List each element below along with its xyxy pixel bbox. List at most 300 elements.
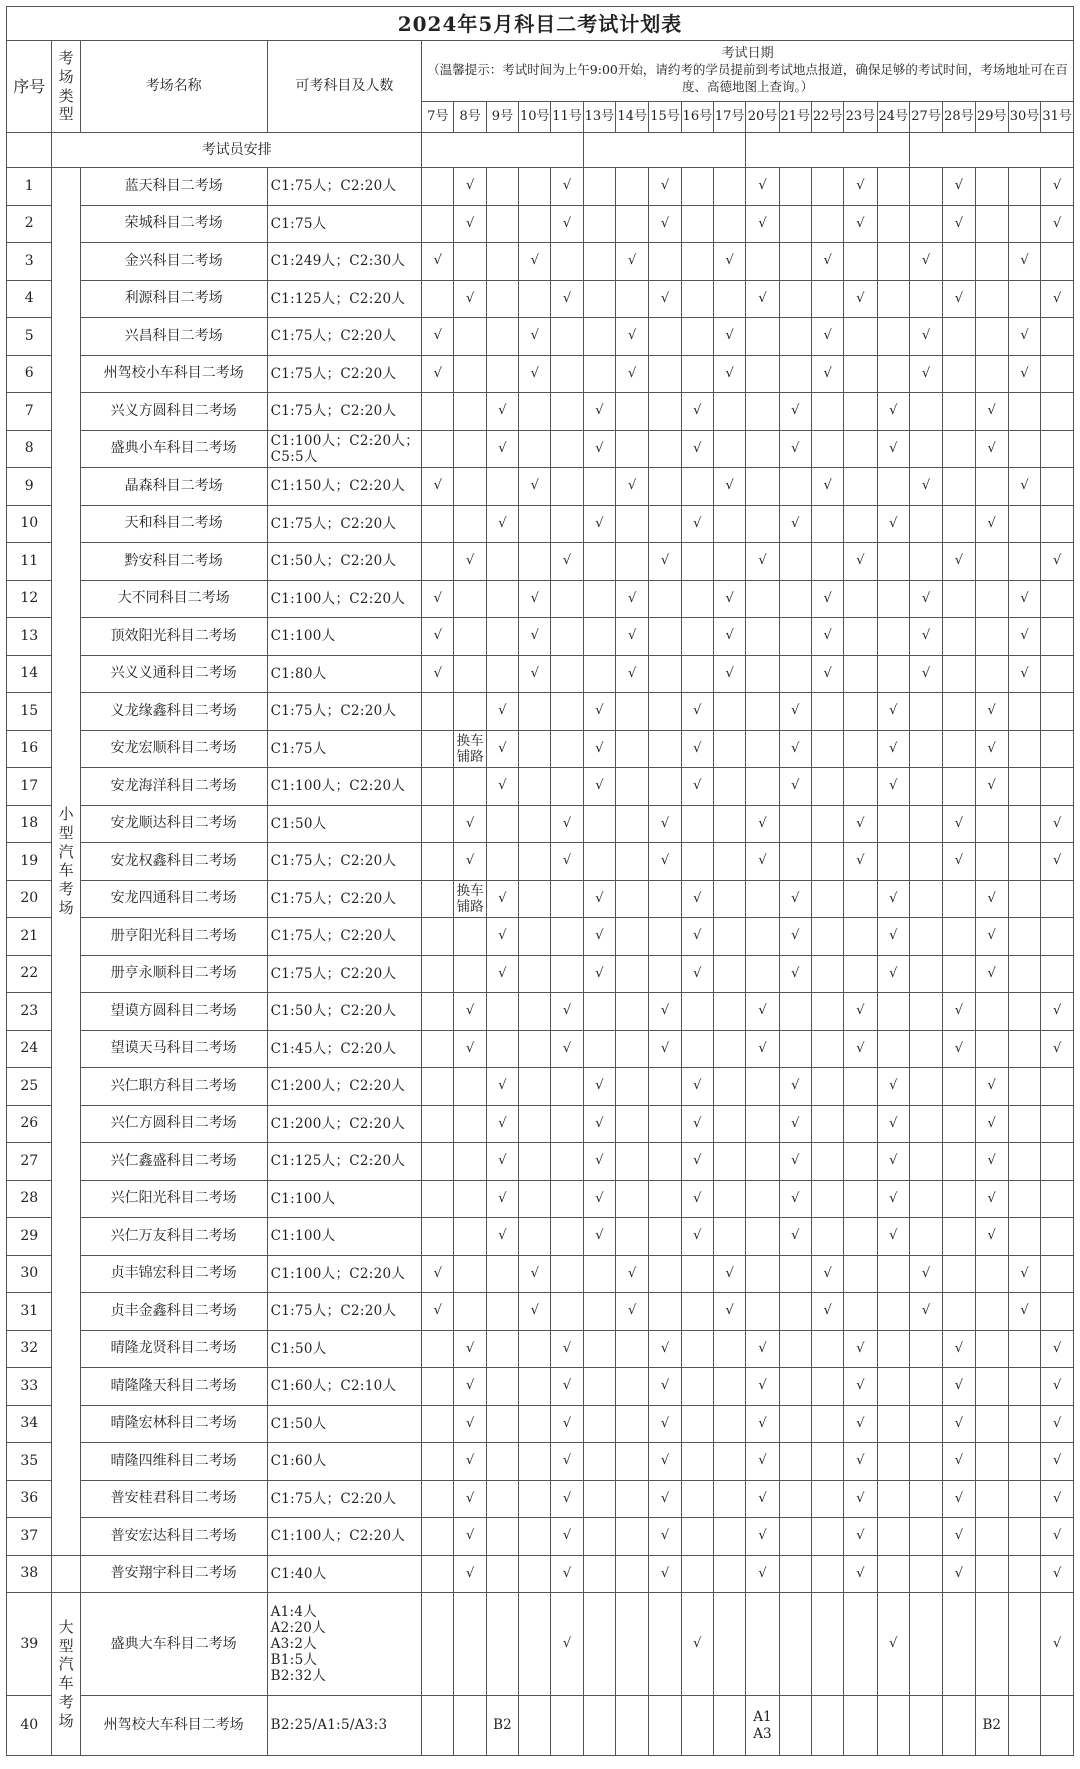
schedule-empty (1008, 543, 1040, 581)
schedule-check: √ (681, 1218, 713, 1256)
table-row (7, 843, 1074, 881)
schedule-check: √ (943, 1518, 975, 1556)
schedule-check: √ (943, 1555, 975, 1593)
schedule-empty (844, 618, 877, 656)
venue-subjects: C1:75人；C2:20人 (267, 1480, 422, 1518)
schedule-empty (681, 805, 713, 843)
schedule-empty (649, 430, 681, 468)
schedule-empty (975, 993, 1008, 1031)
schedule-check: √ (681, 1143, 713, 1181)
schedule-empty (779, 805, 811, 843)
schedule-empty (811, 168, 843, 206)
schedule-empty (583, 1330, 615, 1368)
schedule-check: √ (713, 243, 745, 281)
row-seq: 6 (7, 355, 52, 393)
schedule-empty (1041, 918, 1074, 956)
schedule-empty (1041, 655, 1074, 693)
table-row (7, 655, 1074, 693)
schedule-check: √ (1008, 618, 1040, 656)
schedule-empty (844, 655, 877, 693)
schedule-empty (943, 1180, 975, 1218)
schedule-check: √ (943, 1405, 975, 1443)
schedule-empty (519, 393, 551, 431)
schedule-check: √ (681, 880, 713, 918)
row-seq: 11 (7, 543, 52, 581)
schedule-empty (454, 1593, 486, 1696)
row-seq: 3 (7, 243, 52, 281)
table-row (7, 1068, 1074, 1106)
venue-subjects: C1:200人；C2:20人 (267, 1068, 422, 1106)
schedule-check: √ (746, 1518, 779, 1556)
schedule-empty (779, 655, 811, 693)
schedule-empty (486, 580, 518, 618)
schedule-empty (943, 393, 975, 431)
venue-name: 义龙缘鑫科目二考场 (80, 693, 267, 731)
schedule-check: √ (975, 1143, 1008, 1181)
schedule-empty (454, 693, 486, 731)
schedule-empty (943, 918, 975, 956)
schedule-empty (844, 243, 877, 281)
schedule-check: √ (454, 280, 486, 318)
schedule-empty (681, 993, 713, 1031)
schedule-empty (681, 318, 713, 356)
date-header: 13号 (583, 102, 615, 133)
table-row (7, 468, 1074, 506)
schedule-empty (422, 1405, 454, 1443)
venue-name: 兴仁万友科目二考场 (80, 1218, 267, 1256)
schedule-empty (486, 1293, 518, 1331)
schedule-empty (422, 1368, 454, 1406)
schedule-empty (649, 955, 681, 993)
schedule-empty (583, 318, 615, 356)
schedule-check: √ (422, 1293, 454, 1331)
schedule-check: √ (746, 993, 779, 1031)
schedule-check: √ (1041, 805, 1074, 843)
table-row (7, 505, 1074, 543)
schedule-empty (844, 468, 877, 506)
schedule-empty (877, 843, 909, 881)
schedule-check: √ (616, 580, 649, 618)
table-row (7, 955, 1074, 993)
schedule-check: √ (1041, 168, 1074, 206)
schedule-check: √ (486, 955, 518, 993)
schedule-empty (909, 1518, 942, 1556)
schedule-check: √ (583, 430, 615, 468)
schedule-empty (713, 805, 745, 843)
date-header: 11号 (551, 102, 583, 133)
row-seq: 19 (7, 843, 52, 881)
venue-name: 晴隆龙贤科目二考场 (80, 1330, 267, 1368)
schedule-check: √ (975, 505, 1008, 543)
schedule-check: √ (877, 1218, 909, 1256)
schedule-empty (877, 1030, 909, 1068)
type-empty-cell (52, 1555, 80, 1593)
schedule-check: √ (746, 1480, 779, 1518)
schedule-check: √ (649, 843, 681, 881)
schedule-empty (844, 1068, 877, 1106)
venue-subjects: C1:249人；C2:30人 (267, 243, 422, 281)
schedule-empty (975, 1030, 1008, 1068)
venue-subjects: C1:60人；C2:10人 (267, 1368, 422, 1406)
venue-name: 黔安科目二考场 (80, 543, 267, 581)
schedule-check: √ (551, 993, 583, 1031)
table-row (7, 1443, 1074, 1481)
venue-name: 安龙宏顺科目二考场 (80, 730, 267, 768)
schedule-empty (486, 280, 518, 318)
schedule-check: √ (486, 880, 518, 918)
schedule-check: √ (877, 505, 909, 543)
schedule-check: √ (649, 805, 681, 843)
schedule-empty (746, 1105, 779, 1143)
schedule-empty (519, 1218, 551, 1256)
schedule-empty (877, 1480, 909, 1518)
schedule-empty (1041, 355, 1074, 393)
schedule-check: √ (713, 1255, 745, 1293)
schedule-empty (975, 655, 1008, 693)
schedule-empty (746, 1068, 779, 1106)
schedule-check: √ (746, 1405, 779, 1443)
venue-subjects: C1:50人 (267, 1405, 422, 1443)
row-seq: 35 (7, 1443, 52, 1481)
schedule-empty (616, 168, 649, 206)
schedule-empty (1041, 1180, 1074, 1218)
schedule-empty (1041, 393, 1074, 431)
schedule-empty (909, 1443, 942, 1481)
venue-name: 兴义方圆科目二考场 (80, 393, 267, 431)
schedule-check: √ (1041, 1518, 1074, 1556)
table-row (7, 1143, 1074, 1181)
schedule-check: √ (844, 168, 877, 206)
schedule-check: √ (1041, 1405, 1074, 1443)
schedule-check: √ (1041, 1555, 1074, 1593)
schedule-empty (746, 393, 779, 431)
table-row (7, 1255, 1074, 1293)
schedule-empty (713, 1330, 745, 1368)
schedule-check: √ (422, 243, 454, 281)
schedule-empty (1041, 318, 1074, 356)
schedule-empty (649, 1218, 681, 1256)
schedule-empty (1008, 1218, 1040, 1256)
schedule-empty (649, 1293, 681, 1331)
schedule-check: √ (975, 730, 1008, 768)
schedule-empty (616, 1480, 649, 1518)
venue-subjects: C1:40人 (267, 1555, 422, 1593)
schedule-check: √ (681, 393, 713, 431)
table-row (7, 543, 1074, 581)
schedule-empty (779, 1593, 811, 1696)
schedule-check: √ (649, 1518, 681, 1556)
schedule-empty (909, 1555, 942, 1593)
schedule-empty (975, 843, 1008, 881)
schedule-empty (681, 580, 713, 618)
header-exam-date (422, 41, 1074, 102)
schedule-empty (649, 1593, 681, 1696)
venue-name: 安龙海洋科目二考场 (80, 768, 267, 806)
schedule-empty (519, 1330, 551, 1368)
schedule-check: √ (649, 168, 681, 206)
schedule-code: B2 (975, 1696, 1008, 1756)
venue-name: 荣城科目二考场 (80, 205, 267, 243)
schedule-empty (616, 1696, 649, 1756)
schedule-empty (1008, 393, 1040, 431)
table-row (7, 880, 1074, 918)
schedule-empty (713, 1068, 745, 1106)
schedule-empty (779, 168, 811, 206)
schedule-empty (486, 1443, 518, 1481)
schedule-empty (844, 580, 877, 618)
schedule-empty (811, 1030, 843, 1068)
schedule-empty (454, 1255, 486, 1293)
schedule-empty (877, 580, 909, 618)
venue-name: 大不同科目二考场 (80, 580, 267, 618)
schedule-check: √ (746, 280, 779, 318)
schedule-empty (681, 655, 713, 693)
schedule-check: √ (746, 1030, 779, 1068)
schedule-check: √ (583, 955, 615, 993)
schedule-empty (422, 168, 454, 206)
schedule-empty (519, 1143, 551, 1181)
row-seq: 29 (7, 1218, 52, 1256)
schedule-empty (975, 1593, 1008, 1696)
schedule-empty (583, 468, 615, 506)
schedule-check: √ (746, 805, 779, 843)
schedule-empty (943, 730, 975, 768)
schedule-empty (422, 1180, 454, 1218)
table-row (7, 693, 1074, 731)
schedule-empty (943, 1696, 975, 1756)
schedule-check: √ (486, 430, 518, 468)
header-exam-date-label: 考试日期 (721, 46, 774, 62)
header-type (52, 41, 80, 133)
row-seq: 17 (7, 768, 52, 806)
schedule-check: √ (454, 843, 486, 881)
schedule-empty (975, 355, 1008, 393)
schedule-empty (454, 468, 486, 506)
venue-name: 州驾校小车科目二考场 (80, 355, 267, 393)
schedule-empty (909, 993, 942, 1031)
schedule-check: √ (422, 318, 454, 356)
schedule-empty (486, 243, 518, 281)
schedule-check: √ (616, 618, 649, 656)
date-header: 8号 (454, 102, 486, 133)
venue-name: 册亨阳光科目二考场 (80, 918, 267, 956)
schedule-empty (713, 768, 745, 806)
venue-name: 天和科目二考场 (80, 505, 267, 543)
schedule-check: √ (1041, 843, 1074, 881)
schedule-empty (1041, 505, 1074, 543)
schedule-check: √ (454, 1030, 486, 1068)
schedule-empty (1008, 993, 1040, 1031)
schedule-empty (649, 730, 681, 768)
examiner-cell (583, 133, 746, 168)
schedule-empty (1008, 1555, 1040, 1593)
schedule-check: √ (454, 805, 486, 843)
schedule-check: √ (551, 205, 583, 243)
schedule-empty (844, 880, 877, 918)
schedule-check: √ (486, 1180, 518, 1218)
schedule-empty (649, 318, 681, 356)
schedule-check: √ (551, 168, 583, 206)
schedule-empty (975, 318, 1008, 356)
schedule-empty (909, 1068, 942, 1106)
schedule-check: √ (681, 1593, 713, 1696)
schedule-empty (649, 505, 681, 543)
schedule-check: √ (746, 1555, 779, 1593)
schedule-empty (779, 243, 811, 281)
schedule-empty (811, 505, 843, 543)
schedule-empty (422, 955, 454, 993)
schedule-empty (1041, 1143, 1074, 1181)
schedule-empty (811, 1555, 843, 1593)
schedule-empty (616, 280, 649, 318)
schedule-empty (943, 1068, 975, 1106)
schedule-empty (486, 1405, 518, 1443)
schedule-empty (583, 993, 615, 1031)
row-seq: 14 (7, 655, 52, 693)
schedule-check: √ (616, 655, 649, 693)
table-row (7, 355, 1074, 393)
schedule-empty (1008, 280, 1040, 318)
schedule-empty (649, 393, 681, 431)
schedule-empty (583, 618, 615, 656)
schedule-check: √ (1008, 1293, 1040, 1331)
schedule-check: √ (844, 1030, 877, 1068)
schedule-empty (1041, 1696, 1074, 1756)
table-row (7, 918, 1074, 956)
schedule-empty (713, 880, 745, 918)
table-row (7, 205, 1074, 243)
schedule-check: √ (454, 205, 486, 243)
schedule-check: √ (909, 580, 942, 618)
schedule-check: √ (454, 1480, 486, 1518)
schedule-check: √ (943, 1480, 975, 1518)
schedule-empty (844, 1293, 877, 1331)
row-seq: 1 (7, 168, 52, 206)
schedule-check: √ (877, 880, 909, 918)
schedule-empty (975, 1518, 1008, 1556)
schedule-empty (943, 693, 975, 731)
schedule-empty (975, 468, 1008, 506)
schedule-empty (779, 1696, 811, 1756)
schedule-empty (486, 318, 518, 356)
venue-name: 望谟天马科目二考场 (80, 1030, 267, 1068)
schedule-empty (422, 1330, 454, 1368)
schedule-empty (583, 280, 615, 318)
schedule-empty (551, 430, 583, 468)
venue-name: 晶森科目二考场 (80, 468, 267, 506)
schedule-check: √ (1041, 993, 1074, 1031)
schedule-check: √ (877, 393, 909, 431)
table-row (7, 1030, 1074, 1068)
schedule-empty (519, 1180, 551, 1218)
date-header: 9号 (486, 102, 518, 133)
schedule-empty (551, 918, 583, 956)
schedule-empty (909, 1218, 942, 1256)
schedule-empty (422, 1443, 454, 1481)
schedule-check: √ (746, 543, 779, 581)
schedule-check: √ (1008, 1255, 1040, 1293)
schedule-empty (844, 1143, 877, 1181)
schedule-empty (877, 993, 909, 1031)
header-name: 考场名称 (80, 41, 267, 133)
table-row (7, 243, 1074, 281)
schedule-empty (616, 1368, 649, 1406)
schedule-empty (844, 730, 877, 768)
schedule-empty (454, 318, 486, 356)
schedule-check: √ (649, 543, 681, 581)
schedule-check: √ (844, 805, 877, 843)
schedule-empty (943, 655, 975, 693)
schedule-empty (681, 1330, 713, 1368)
schedule-empty (811, 805, 843, 843)
venue-subjects: C1:150人；C2:20人 (267, 468, 422, 506)
schedule-empty (422, 1030, 454, 1068)
schedule-check: √ (713, 618, 745, 656)
schedule-empty (681, 468, 713, 506)
schedule-empty (1041, 730, 1074, 768)
schedule-check: √ (681, 1105, 713, 1143)
schedule-empty (551, 1180, 583, 1218)
schedule-empty (583, 1293, 615, 1331)
date-header: 17号 (713, 102, 745, 133)
date-header: 28号 (943, 102, 975, 133)
schedule-empty (811, 1593, 843, 1696)
schedule-empty (422, 1480, 454, 1518)
schedule-empty (454, 355, 486, 393)
venue-subjects: C1:100人 (267, 1218, 422, 1256)
examiner-cell (909, 133, 1073, 168)
schedule-check: √ (877, 430, 909, 468)
schedule-empty (779, 993, 811, 1031)
schedule-empty (975, 168, 1008, 206)
venue-name: 利源科目二考场 (80, 280, 267, 318)
schedule-check: √ (551, 1555, 583, 1593)
schedule-check: √ (975, 880, 1008, 918)
schedule-empty (1008, 505, 1040, 543)
date-header: 10号 (519, 102, 551, 133)
schedule-empty (1041, 1105, 1074, 1143)
schedule-empty (519, 1593, 551, 1696)
table-row (7, 1480, 1074, 1518)
schedule-check: √ (975, 430, 1008, 468)
schedule-empty (779, 205, 811, 243)
schedule-check: √ (779, 1180, 811, 1218)
schedule-empty (877, 243, 909, 281)
schedule-empty (583, 843, 615, 881)
schedule-check: √ (681, 430, 713, 468)
schedule-empty (811, 843, 843, 881)
schedule-empty (1008, 168, 1040, 206)
schedule-empty (844, 1105, 877, 1143)
schedule-check: √ (713, 318, 745, 356)
schedule-check: √ (583, 505, 615, 543)
venue-subjects: C1:100人；C2:20人 (267, 768, 422, 806)
schedule-empty (551, 1143, 583, 1181)
schedule-empty (811, 880, 843, 918)
schedule-empty (713, 543, 745, 581)
schedule-empty (551, 505, 583, 543)
schedule-check: √ (877, 1105, 909, 1143)
table-row (7, 280, 1074, 318)
schedule-empty (1041, 1255, 1074, 1293)
row-seq: 12 (7, 580, 52, 618)
schedule-empty (713, 1518, 745, 1556)
schedule-check: √ (649, 1405, 681, 1443)
schedule-empty (551, 730, 583, 768)
schedule-check: √ (1008, 243, 1040, 281)
schedule-empty (551, 880, 583, 918)
schedule-empty (649, 618, 681, 656)
